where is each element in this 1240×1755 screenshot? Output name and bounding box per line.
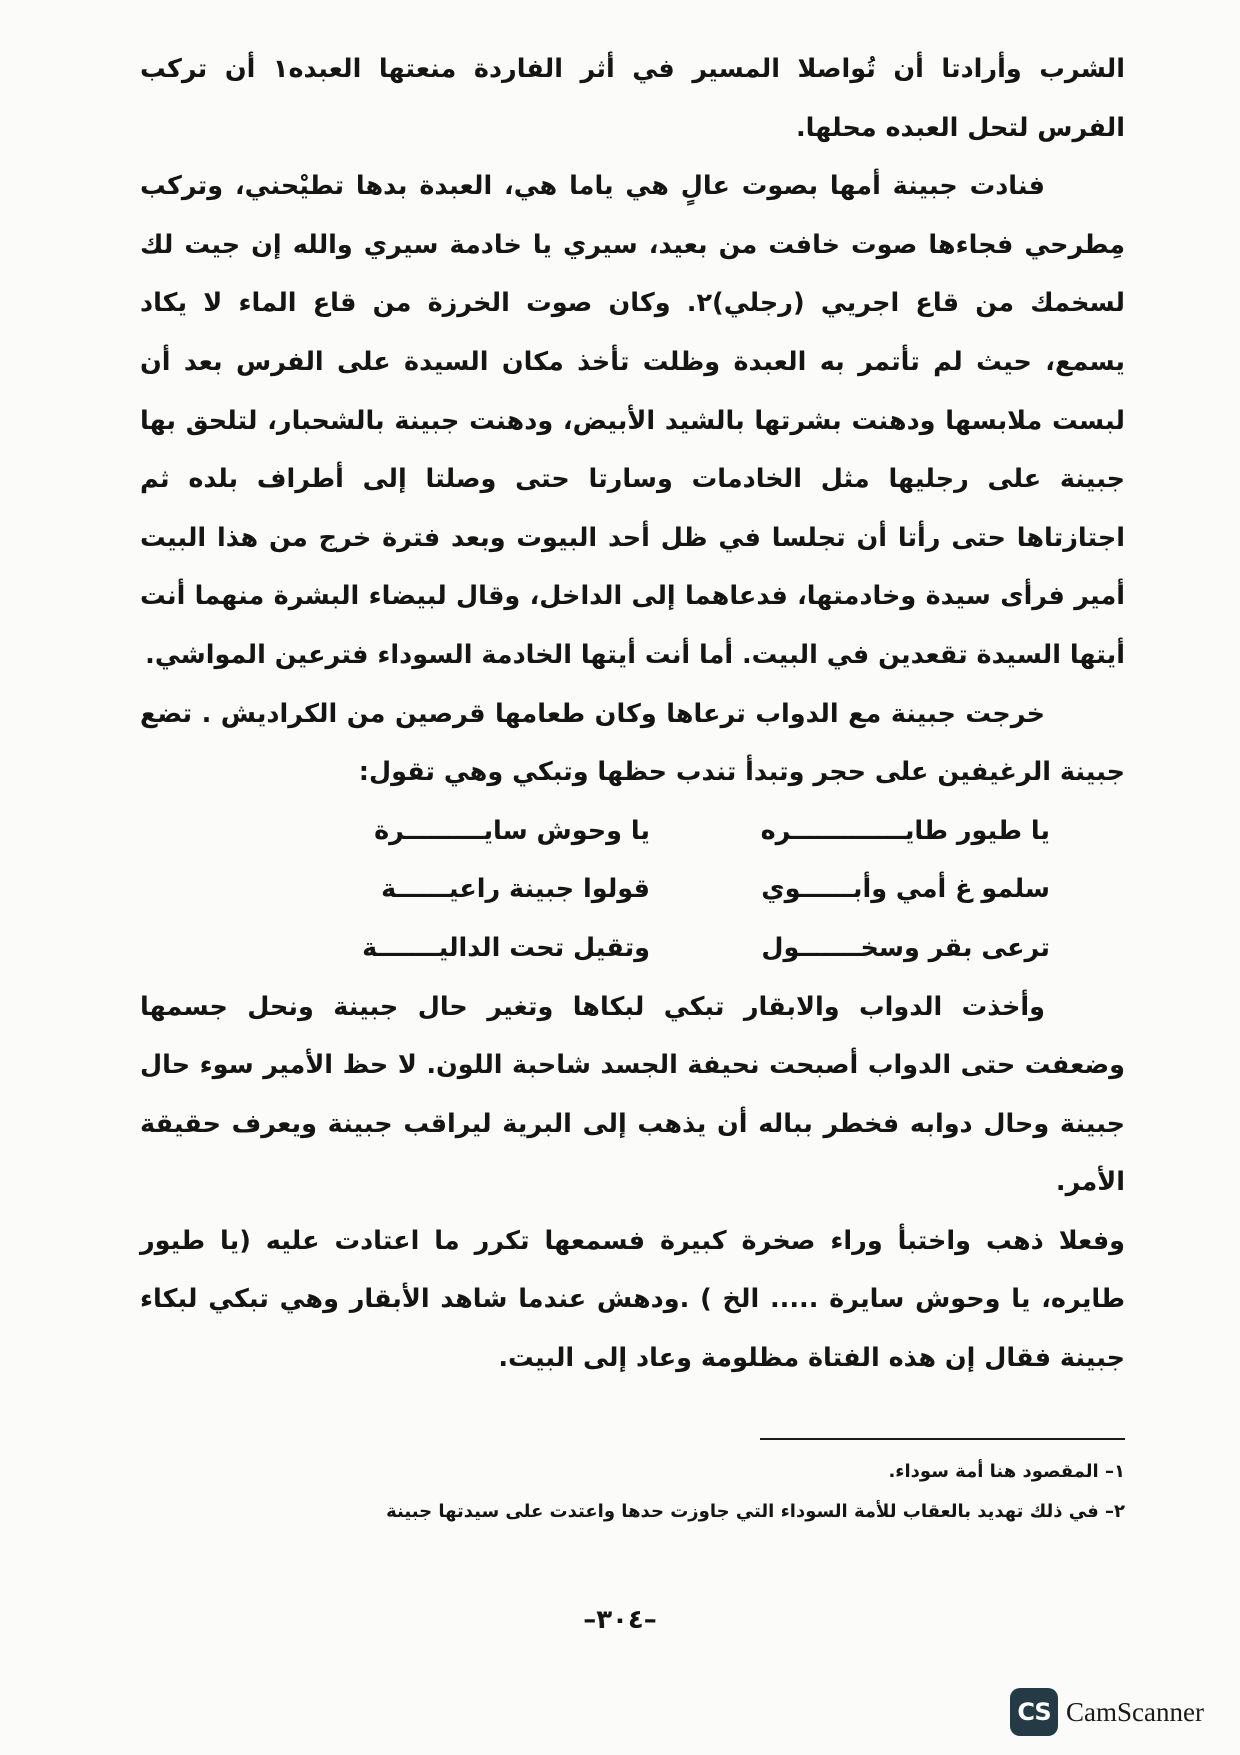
poem-hemistich-right: يا طيور طايـــــــــــــره bbox=[760, 815, 1050, 846]
poem-hemistich-left: وتقيل تحت الداليـــــــة bbox=[362, 932, 650, 963]
footnote-2: ٢– في ذلك تهديد بالعقاب للأمة السوداء التي جاوزت حدها واعتدت على سيدتها جبينة bbox=[386, 1501, 1125, 1522]
paragraph-5: وفعلا ذهب واختبأ وراء صخرة كبيرة فسمعها تكرر ما اعتادت عليه (يا طيور طايره، يا وحوش سايرة ..... الخ ) .ودهش عندما شاهد الأبقار وهي تبكي لبكاء جبينة فقال إن هذه الفتاة مظلومة وعاد إلى البيت. bbox=[140, 1225, 1125, 1374]
footnote-1: ١– المقصود هنا أمة سوداء. bbox=[888, 1461, 1125, 1482]
poem-hemistich-right: سلمو غ أمي وأبــــــوي bbox=[761, 874, 1050, 905]
camscanner-name: CamScanner bbox=[1066, 1696, 1204, 1727]
footnote-separator bbox=[760, 1438, 1125, 1440]
poem-hemistich-right: ترعى بقر وسخـــــــول bbox=[761, 932, 1050, 963]
camscanner-watermark bbox=[1010, 1686, 1204, 1738]
page-number: –٣٠٤– bbox=[583, 1605, 657, 1635]
poem bbox=[140, 802, 1125, 978]
paragraph-2: فنادت جبينة أمها بصوت عالٍ هي ياما هي، العبدة بدها تطيْحني، وتركب مِطرحي فجاءها صوت خافت من بعيد، سيري يا خادمة سيري والله إن جيت لك لسخمك من قاع اجريي (رجلي)٢. وكان صوت الخرزة من قاع الماء لا يكاد يسمع، حيث لم تأتمر به العبدة وظلت تأخذ مكان السيدة على الفرس بعد أن لبست ملابسها ودهنت بشرتها بالشيد الأبيض، ودهنت جبينة بالشحبار، لتلحق بها جبينة على رجليها مثل الخادمات وسارتا حتى وصلتا إلى أطراف بلده ثم اجتازتاها حتى رأتا أن تجلسا في ظل أحد البيوت وبعد فترة خرج من هذا البيت أمير فرأى سيدة وخادمتها، فدعاهما إلى الداخل، وقال لبيضاء البشرة منهما أنت أيتها السيدة تقعدين في البيت. أما أنت أيتها الخادمة السوداء فترعين المواشي. bbox=[140, 171, 1125, 670]
poem-line bbox=[140, 802, 1125, 861]
footnotes bbox=[140, 1452, 1125, 1532]
poem-hemistich-left: قولوا جبينة راعيــــــة bbox=[381, 874, 650, 905]
camscanner-logo-text: CS bbox=[1017, 1698, 1051, 1726]
poem-line bbox=[140, 919, 1125, 978]
paragraph-1: الشرب وأرادتا أن تُواصلا المسير في أثر الفاردة منعتها العبده١ أن تركب الفرس لتحل العبده محلها. bbox=[140, 54, 1125, 143]
poem-line bbox=[140, 860, 1125, 919]
main-text bbox=[140, 40, 1125, 1388]
paragraph-3: خرجت جبينة مع الدواب ترعاها وكان طعامها قرصين من الكراديش . تضع جبينة الرغيفين على حجر وتبدأ تندب حظها وتبكي وهي تقول: bbox=[140, 698, 1125, 788]
paragraph-4: وأخذت الدواب والابقار تبكي لبكاها وتغير حال جبينة ونحل جسمها وضعفت حتى الدواب أصبحت نحيفة الجسد شاحبة اللون. لا حظ الأمير سوء حال جبينة وحال دوابه فخطر بباله أن يذهب إلى البرية ليراقب جبينة ويعرف حقيقة الأمر. bbox=[140, 991, 1125, 1198]
camscanner-logo-icon bbox=[1010, 1688, 1058, 1736]
poem-hemistich-left: يا وحوش سايـــــــــرة bbox=[374, 815, 650, 846]
